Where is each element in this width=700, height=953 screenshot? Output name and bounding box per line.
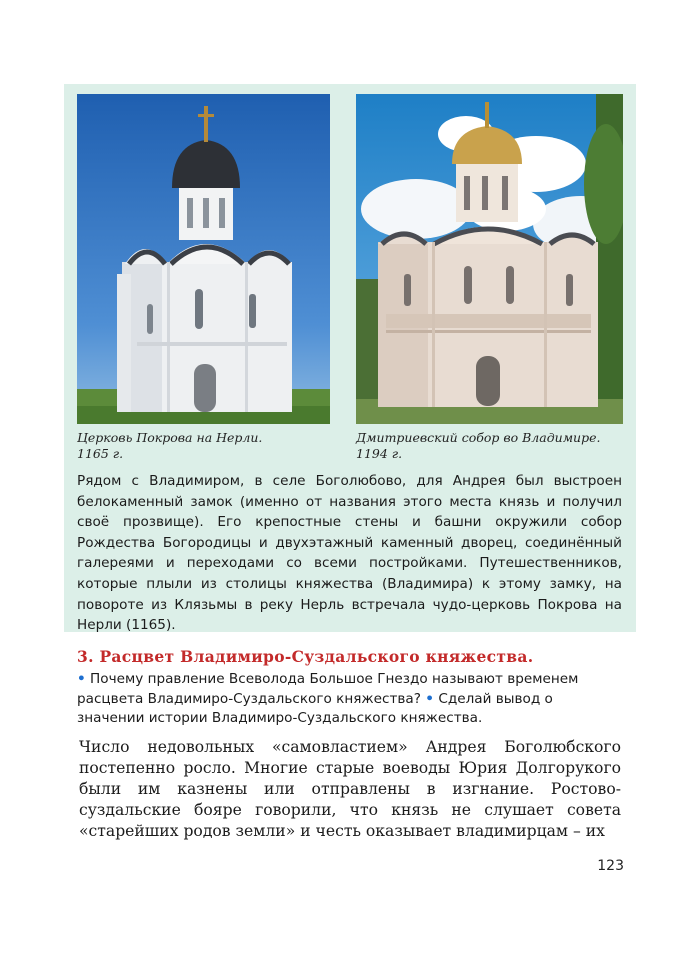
photo1-caption bbox=[77, 430, 347, 462]
dmitrievsky-cathedral-photo bbox=[356, 94, 623, 424]
question-1: Почему правление Всеволода Большое Гнездо называют временем расцвета Владимиро-Суздальского княжества? bbox=[77, 671, 579, 707]
section-questions bbox=[77, 670, 622, 729]
question-bullet: • bbox=[425, 690, 434, 707]
question-bullet: • bbox=[77, 671, 86, 687]
question-2: Сделай вывод о значении истории Владимиро-Суздальского княжества. bbox=[77, 690, 553, 726]
photo1-caption-title: Церковь Покрова на Нерли. bbox=[77, 430, 263, 445]
page-number: 123 bbox=[597, 858, 624, 874]
photo2-caption-title: Дмитриевский собор во Владимире. bbox=[356, 430, 601, 445]
photo2-caption-year: 1194 г. bbox=[356, 446, 403, 461]
photo1-caption-year: 1165 г. bbox=[77, 446, 124, 461]
section-heading: 3. Расцвет Владимиро-Суздальского княжества. bbox=[77, 647, 534, 666]
church-pokrova-photo bbox=[77, 94, 330, 424]
sidebar-paragraph: Рядом с Владимиром, в селе Боголюбово, для Андрея был выстроен белокаменный замок (именно от названия этого места князь и получил своё прозвище). Его крепостные стены и башни окружили собор Рождества Богородицы и двухэтажный каменный дворец, соединённый галереями и переходами со всеми постройками. Путешественников, которые плыли из столицы княжества (Владимира) к этому замку, на повороте из Клязьмы в реку Нерль встречала чудо-церковь Покрова на Нерли (1165). bbox=[77, 473, 622, 634]
main-paragraph: Число недовольных «самовластием» Андрея Боголюбского постепенно росло. Многие старые воеводы Юрия Долгорукого были им казнены или отправлены в изгнание. Ростово-суздальские бояре говорили, что князь не слушает совета «старейших родов земли» и честь оказывает владимирцам – их bbox=[79, 738, 621, 840]
photo2-caption bbox=[356, 430, 626, 462]
